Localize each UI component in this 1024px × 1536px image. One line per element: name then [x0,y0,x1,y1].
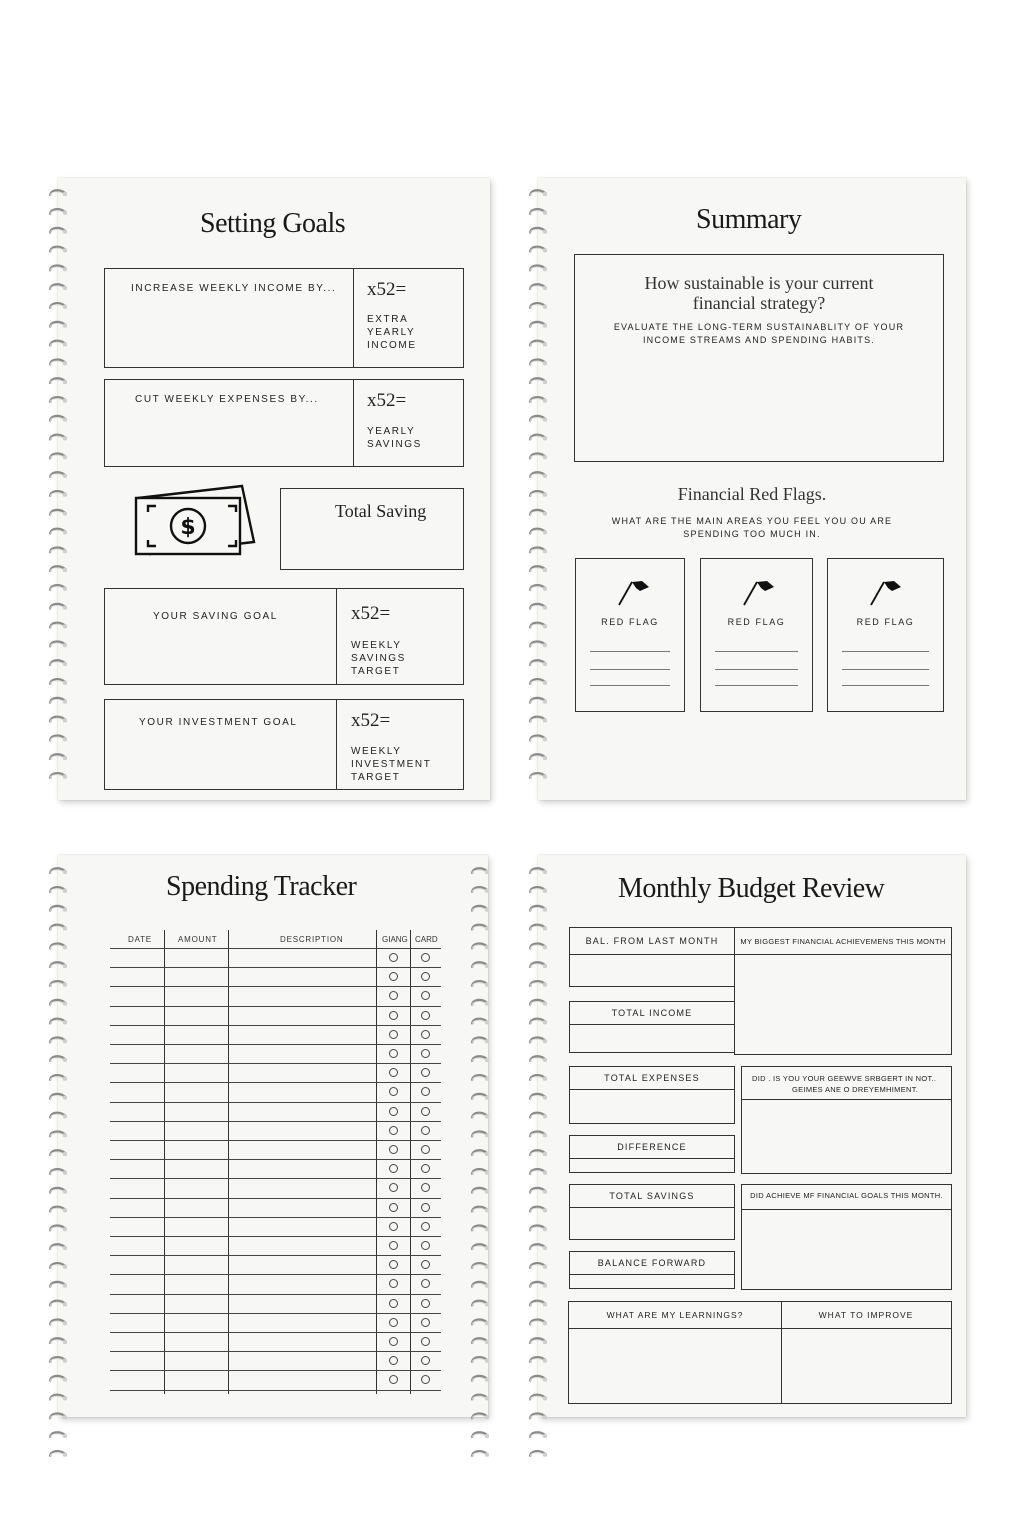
table-row [110,1006,441,1007]
balance-forward-label: BALANCE FORWARD [597,1258,707,1268]
flag-icon [868,577,904,607]
card-radio[interactable] [421,1164,430,1173]
card-radio[interactable] [421,1222,430,1231]
total-income-box[interactable] [569,1001,735,1053]
card-radio[interactable] [421,1375,430,1384]
cash-radio[interactable] [389,1126,398,1135]
spiral-binding [528,864,548,1464]
red-flags-title: Financial Red Flags. [677,484,827,504]
table-row [110,948,441,949]
income-multiplier: x52= [367,279,407,300]
spiral-binding [48,864,68,1464]
page-monthly-budget-review [538,855,966,1417]
table-row [110,1082,441,1083]
cash-radio[interactable] [389,1337,398,1346]
balance-forward-box[interactable] [569,1251,735,1289]
saving-goal-prompt: YOUR SAVING GOAL [153,611,278,622]
red-flag-label: RED FLAG [856,617,915,627]
spiral-binding [48,186,68,786]
table-row [110,1390,441,1391]
table-row [110,1332,441,1333]
did-question-box[interactable] [741,1066,952,1174]
card-radio[interactable] [421,1356,430,1365]
red-flag-card[interactable] [575,558,685,712]
investment-goal-result-label: WEEKLY INVESTMENT TARGET [351,746,432,783]
card-radio[interactable] [421,1279,430,1288]
income-prompt: INCREASE WEEKLY INCOME BY... [131,283,337,294]
income-goal-box[interactable] [104,268,464,368]
red-flag-card[interactable] [827,558,944,712]
expenses-prompt: CUT WEEKLY EXPENSES BY... [135,394,319,405]
sustainability-question: How sustainable is your current financial strategy? [644,273,874,313]
card-radio[interactable] [421,1126,430,1135]
table-row [110,1063,441,1064]
cash-radio[interactable] [389,1279,398,1288]
card-radio[interactable] [421,953,430,962]
card-radio[interactable] [421,1260,430,1269]
sustainability-box[interactable] [574,254,944,462]
income-result-label: EXTRA YEARLY INCOME [367,314,417,351]
card-radio[interactable] [421,1030,430,1039]
header-date: DATE [128,935,152,944]
page-title: Summary [696,204,802,235]
red-flag-label: RED FLAG [601,617,659,627]
goals-question-box[interactable] [741,1184,952,1290]
card-radio[interactable] [421,1337,430,1346]
banknote-dollar-icon [134,482,258,562]
saving-goal-box[interactable] [104,588,464,685]
card-radio[interactable] [421,1318,430,1327]
cash-radio[interactable] [389,1068,398,1077]
spiral-binding [528,186,548,786]
card-radio[interactable] [421,1087,430,1096]
table-row [110,1370,441,1371]
cash-radio[interactable] [389,1183,398,1192]
page-summary [538,178,966,800]
learnings-label: WHAT ARE MY LEARNINGS? [606,1310,744,1320]
page-setting-goals [58,178,490,800]
header-card: CARD [415,935,438,944]
bal-from-last-month-label: BAL. FROM LAST MONTH [585,936,719,946]
card-radio[interactable] [421,1145,430,1154]
cash-radio[interactable] [389,1318,398,1327]
cash-radio[interactable] [389,1241,398,1250]
table-row [110,1217,441,1218]
table-row [110,1159,441,1160]
card-radio[interactable] [421,1049,430,1058]
table-row [110,967,441,968]
table-row [110,1044,441,1045]
total-expenses-box[interactable] [569,1066,735,1124]
card-radio[interactable] [421,1241,430,1250]
card-radio[interactable] [421,1107,430,1116]
header-description: DESCRIPTION [280,935,344,944]
cash-radio[interactable] [389,1222,398,1231]
goals-question-label: DID ACHIEVE MF FINANCIAL GOALS THIS MONTH. [750,1191,943,1200]
table-row [110,1140,441,1141]
saving-goal-result-label: WEEKLY SAVINGS TARGET [351,640,406,677]
table-row [110,1313,441,1314]
total-saving-label: Total Saving [335,501,427,521]
investment-goal-multiplier: x52= [351,710,391,731]
expenses-goal-box[interactable] [104,379,464,467]
table-row [110,1025,441,1026]
cash-radio[interactable] [389,1049,398,1058]
achievements-label: MY BIGGEST FINANCIAL ACHIEVEMENS THIS MONTH [740,937,946,946]
saving-goal-multiplier: x52= [351,603,391,624]
cash-radio[interactable] [389,1030,398,1039]
card-radio[interactable] [421,1299,430,1308]
did-question-label: DID . IS YOU YOUR GEEWVE SRBGERT IN NOT.. GEIMES ANE O DREYEMHIMENT. [752,1074,937,1094]
table-row [110,1178,441,1179]
red-flag-label: RED FLAG [727,617,786,627]
flag-icon [741,577,777,607]
table-row [110,1102,441,1103]
red-flags-instructions: WHAT ARE THE MAIN AREAS YOU FEEL YOU OU ARE SPENDING TOO MUCH IN. [611,516,893,539]
card-radio[interactable] [421,972,430,981]
total-savings-box[interactable] [569,1184,735,1240]
cash-radio[interactable] [389,1164,398,1173]
investment-goal-box[interactable] [104,699,464,790]
investment-goal-prompt: YOUR INVESTMENT GOAL [139,717,298,728]
bal-from-last-month-box[interactable] [569,927,735,987]
sustainability-instructions: EVALUATE THE LONG-TERM SUSTAINABLITY OF YOUR INCOME STREAMS AND SPENDING HABITS. [613,322,905,345]
card-radio[interactable] [421,1068,430,1077]
flag-icon [616,577,652,607]
table-row [110,1236,441,1237]
red-flag-card[interactable] [700,558,813,712]
table-row [110,986,441,987]
card-radio[interactable] [421,1011,430,1020]
page-title: Monthly Budget Review [618,873,885,904]
expenses-multiplier: x52= [367,390,407,411]
total-saving-box[interactable] [280,488,464,570]
table-row [110,1294,441,1295]
total-savings-label: TOTAL SAVINGS [609,1191,695,1201]
spiral-binding [470,864,490,1464]
cash-radio[interactable] [389,953,398,962]
page-title: Spending Tracker [166,871,357,902]
spending-table[interactable] [110,930,441,1398]
difference-box[interactable] [569,1135,735,1173]
cash-radio[interactable] [389,1087,398,1096]
total-expenses-label: TOTAL EXPENSES [604,1073,700,1083]
cash-radio[interactable] [389,991,398,1000]
cash-radio[interactable] [389,1107,398,1116]
cash-radio[interactable] [389,1203,398,1212]
page-spending-tracker [58,855,488,1417]
expenses-result-label: YEARLY SAVINGS [367,426,422,450]
card-radio[interactable] [421,1183,430,1192]
svg-text:$: $ [180,515,196,540]
table-row [110,1274,441,1275]
header-amount: AMOUNT [178,935,218,944]
table-row [110,1351,441,1352]
achievements-box[interactable] [734,927,952,1055]
cash-radio[interactable] [389,972,398,981]
cash-radio[interactable] [389,1260,398,1269]
card-radio[interactable] [421,991,430,1000]
cash-radio[interactable] [389,1299,398,1308]
card-radio[interactable] [421,1203,430,1212]
cash-radio[interactable] [389,1356,398,1365]
improve-label: WHAT TO IMPROVE [818,1310,914,1320]
table-row [110,1121,441,1122]
cash-radio[interactable] [389,1375,398,1384]
learnings-improve-box[interactable] [568,1301,952,1404]
table-row [110,1255,441,1256]
table-row [110,1198,441,1199]
header-cash: GIANG [382,935,408,944]
difference-label: DIFFERENCE [617,1142,687,1152]
page-title: Setting Goals [200,208,346,239]
cash-radio[interactable] [389,1011,398,1020]
total-income-label: TOTAL INCOME [611,1008,693,1018]
cash-radio[interactable] [389,1145,398,1154]
